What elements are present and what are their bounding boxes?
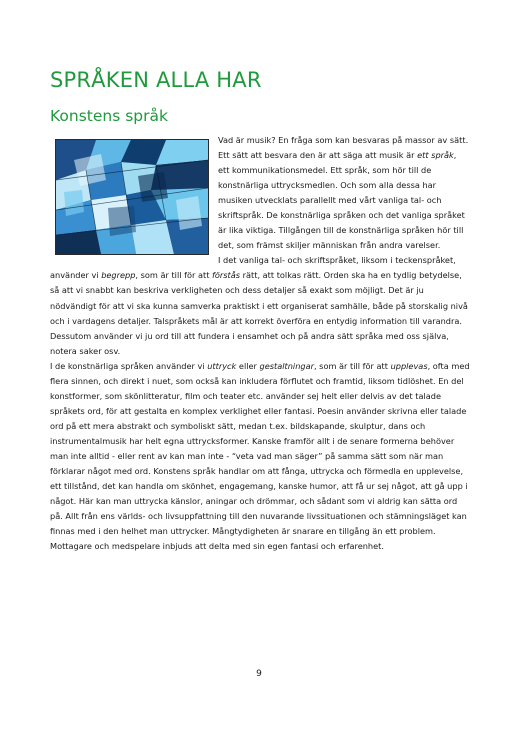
emphasis-text: begrepp (101, 270, 136, 281)
emphasis-text: förstås (212, 270, 241, 281)
text-run: Vad är musik? En fråga som kan besvaras på massor av sätt. Ett sätt att besvara den är att säga att musik är (218, 135, 469, 161)
page-number: 9 (256, 669, 262, 679)
text-run: , ett kommunikationsmedel. Ett språk, som hör till de konstnärliga uttrycksmedlen. Och som alla dessa har musiken utvecklats parallellt med vårt vanliga tal- och skriftspråk. De konstnärliga språken och det vanliga språket är lika viktiga. Tillgången till de konstnärliga språken hör till det, som främst skiljer människan från andra varelser. (218, 150, 465, 251)
emphasis-text: ett språk (417, 150, 454, 161)
text-run: , ofta med flera sinnen, och direkt i nuet, som också kan inkludera förflutet och framtid, liksom tidlöshet. En del konstformer, som skönlitteratur, film och teater etc. använder sej helt eller delvis av det talade språkets ord, för att gestalta en komplex verklighet eller fantasi. Poesin använder skrivna eller talade ord på ett mera abstrakt och symboliskt sätt, medan t.ex. bildskapande, skulptur, dans och instrumentalmusik har helt egna uttrycksformer. Kanske framför allt i de senare formerna behöver man inte alltid - eller rent av kan man inte - “veta vad man säger” på samma sätt som när man förklarar något med ord. Konstens språk handlar om att fånga, uttrycka och förmedla en upplevelse, ett tillstånd, det kan handla om skönhet, engagemang, kanske humor, att få ur sej något, att gå upp i något. Här kan man uttrycka känslor, aningar och drömmar, och sådant som vi aldrig kan sätta ord på. Allt från ens världs- och livsuppfattning till den nuvarande livssituationen och stämningsläget kan finnas med i den helhet man uttrycker. Mångtydigheten är snarare en tillgång än ett problem. Mottagare och medspelare inbjuds att delta med sin egen fantasi och erfarenhet. (50, 360, 470, 552)
image-wrap-spacer (50, 133, 218, 268)
emphasis-text: gestaltningar (259, 360, 314, 371)
text-run: I de konstnärliga språken använder vi (50, 360, 208, 371)
paragraph-artistic-language (50, 359, 470, 555)
emphasis-text: uttryck (207, 360, 237, 371)
section-subtitle: Konstens språk (50, 107, 168, 125)
text-run: eller (236, 360, 260, 371)
paragraph-spoken-language (50, 253, 470, 358)
text-run: , som är till för att (135, 270, 213, 281)
text-run: rätt, att tolkas rätt. Orden ska ha en tydlig betydelse, så att vi snabbt kan beskriva verkligheten och dess detaljer så exakt som möjligt. Det är ju nödvändigt för att vi ska kunna samverka praktiskt i ett organiserat samhälle, både på storskalig nivå och i vardagens detaljer. Talspråkets mål är att korrekt överföra en entydig information till varandra. Dessutom använder vi ju ord till att fundera i ensamhet och på andra sätt språka med oss själva, notera saker osv. (50, 270, 468, 356)
emphasis-text: upplevas (390, 360, 428, 371)
text-run: I det vanliga tal- och skriftspråket, liksom i teckenspråket, använder vi (50, 255, 456, 281)
page-title: SPRÅKEN ALLA HAR (50, 68, 262, 92)
body-text (50, 133, 470, 554)
text-run: , som är till för att (313, 360, 391, 371)
